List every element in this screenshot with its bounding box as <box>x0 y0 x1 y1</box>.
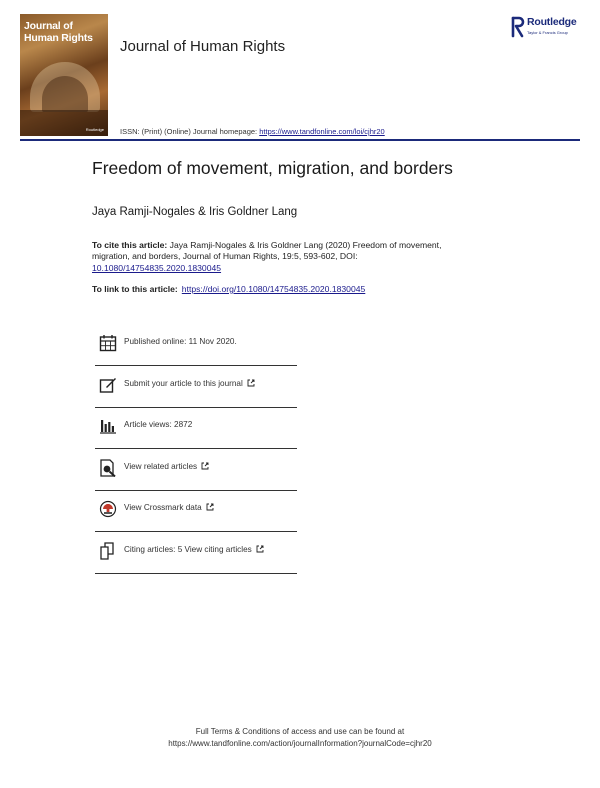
journal-homepage-link[interactable]: https://www.tandfonline.com/loi/cjhr20 <box>259 127 385 136</box>
cover-publisher: Routledge <box>85 127 104 132</box>
crossmark-text: View Crossmark data <box>124 503 202 512</box>
cite-doi-link[interactable]: 10.1080/14754835.2020.1830045 <box>92 262 222 273</box>
citing-articles-item[interactable] <box>95 534 297 574</box>
article-views-text: Article views: 2872 <box>124 420 193 429</box>
issn-line <box>120 127 385 136</box>
cite-text: Jaya Ramji-Nogales & Iris Goldner Lang (2020) Freedom of movement, migration, and borders, Journal of Human Rights, 19:5, 593-602, DOI: <box>92 240 442 262</box>
footer-terms-link[interactable]: https://www.tandfonline.com/action/journalInformation?journalCode=cjhr20 <box>168 739 432 748</box>
article-doi-link[interactable]: https://doi.org/10.1080/14754835.2020.1830045 <box>181 284 366 294</box>
issn-text: ISSN: (Print) (Online) Journal homepage: <box>120 127 260 136</box>
publisher-tagline: Taylor & Francis Group <box>527 30 568 35</box>
crossmark-item[interactable] <box>95 492 297 532</box>
journal-cover-image <box>20 14 108 136</box>
publisher-name: Routledge <box>527 16 577 28</box>
citation-block <box>92 240 472 274</box>
journal-title: Journal of Human Rights <box>120 38 286 55</box>
article-link-block <box>92 284 365 294</box>
calendar-icon <box>99 334 117 352</box>
external-link-icon <box>206 503 214 511</box>
article-title: Freedom of movement, migration, and borders <box>92 158 453 178</box>
footer-terms <box>0 726 600 750</box>
related-articles-item[interactable] <box>95 451 297 491</box>
external-link-icon <box>247 379 255 387</box>
link-label: To link to this article: <box>92 284 178 294</box>
citing-articles-label <box>124 545 264 554</box>
cover-base <box>20 110 108 136</box>
article-info-list <box>95 326 297 575</box>
edit-icon <box>99 376 117 394</box>
citing-articles-text: Citing articles: 5 View citing articles <box>124 544 252 554</box>
footer-terms-line: Full Terms & Conditions of access and use can be found at <box>195 727 405 736</box>
external-link-icon <box>256 545 264 553</box>
citing-articles-icon <box>99 542 117 560</box>
cite-label: To cite this article: <box>92 240 168 250</box>
published-online-item <box>95 326 297 366</box>
crossmark-label <box>124 503 214 512</box>
search-document-icon <box>99 459 117 477</box>
article-views-item <box>95 409 297 449</box>
related-articles-label <box>124 462 209 471</box>
crossmark-icon <box>99 500 117 518</box>
submit-article-text: Submit your article to this journal <box>124 378 243 388</box>
header-divider <box>20 139 580 141</box>
cover-title: Journal of Human Rights <box>24 20 93 44</box>
bar-chart-icon <box>99 417 117 435</box>
published-online-text: Published online: 11 Nov 2020. <box>124 337 237 346</box>
external-link-icon <box>201 462 209 470</box>
submit-article-label <box>124 379 255 388</box>
routledge-r-icon <box>511 16 525 38</box>
routledge-logo[interactable] <box>511 16 581 40</box>
submit-article-item[interactable] <box>95 368 297 408</box>
article-authors: Jaya Ramji-Nogales & Iris Goldner Lang <box>92 206 298 218</box>
related-articles-text: View related articles <box>124 461 198 471</box>
